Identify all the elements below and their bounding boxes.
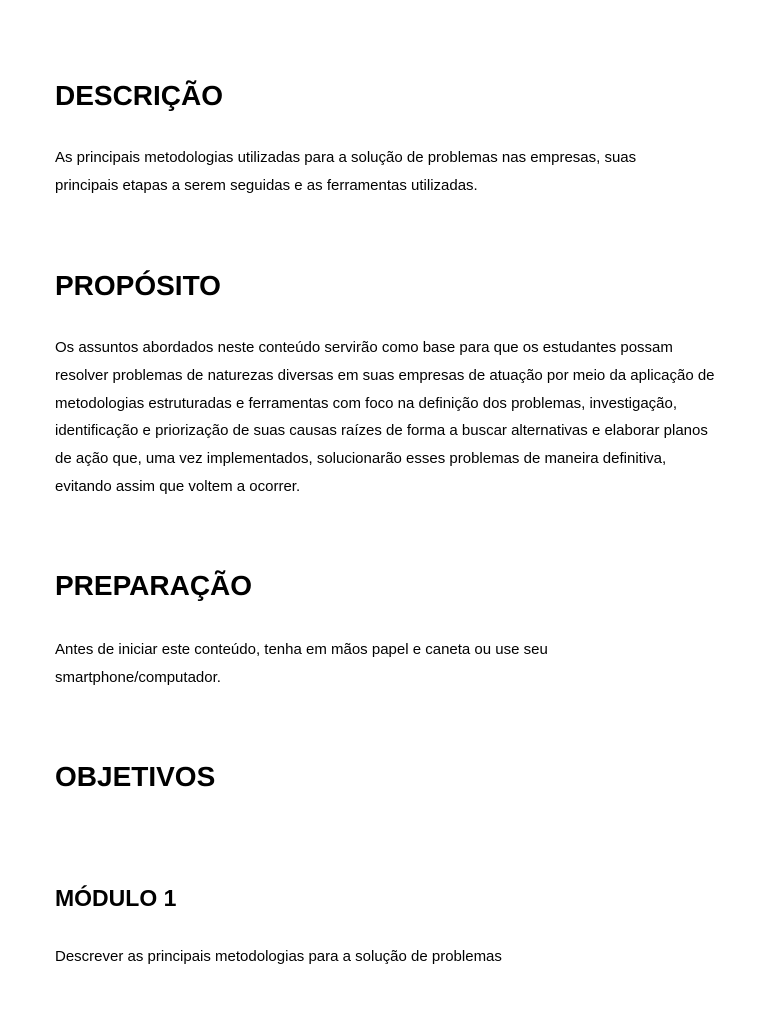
heading-preparacao: PREPARAÇÃO [55,570,253,601]
heading-proposito: PROPÓSITO [55,270,221,301]
heading-descricao: DESCRIÇÃO [55,80,224,111]
paragraph-proposito: Os assuntos abordados neste conteúdo servirão como base para que os estudantes possam resolver problemas de naturezas diversas em suas empresas de atuação por meio da aplicação de metodologias estruturadas e ferramentas com foco na definição dos problemas, investigação, identificação e priorização de suas causas raízes de forma a buscar alternativas e elaborar planos de ação que, uma vez implementados, solucionarão esses problemas de maneira definitiva, evitando assim que voltem a ocorrer. [55,339,715,495]
paragraph-modulo-1: Descrever as principais metodologias para a solução de problemas [55,948,502,965]
heading-objetivos: OBJETIVOS [55,761,216,792]
heading-modulo-1: MÓDULO 1 [55,885,177,911]
paragraph-descricao: As principais metodologias utilizadas para a solução de problemas nas empresas, suas principais etapas a serem seguidas e as ferramentas utilizadas. [55,149,637,194]
paragraph-preparacao: Antes de iniciar este conteúdo, tenha em mãos papel e caneta ou use seu smartphone/computador. [55,641,548,686]
